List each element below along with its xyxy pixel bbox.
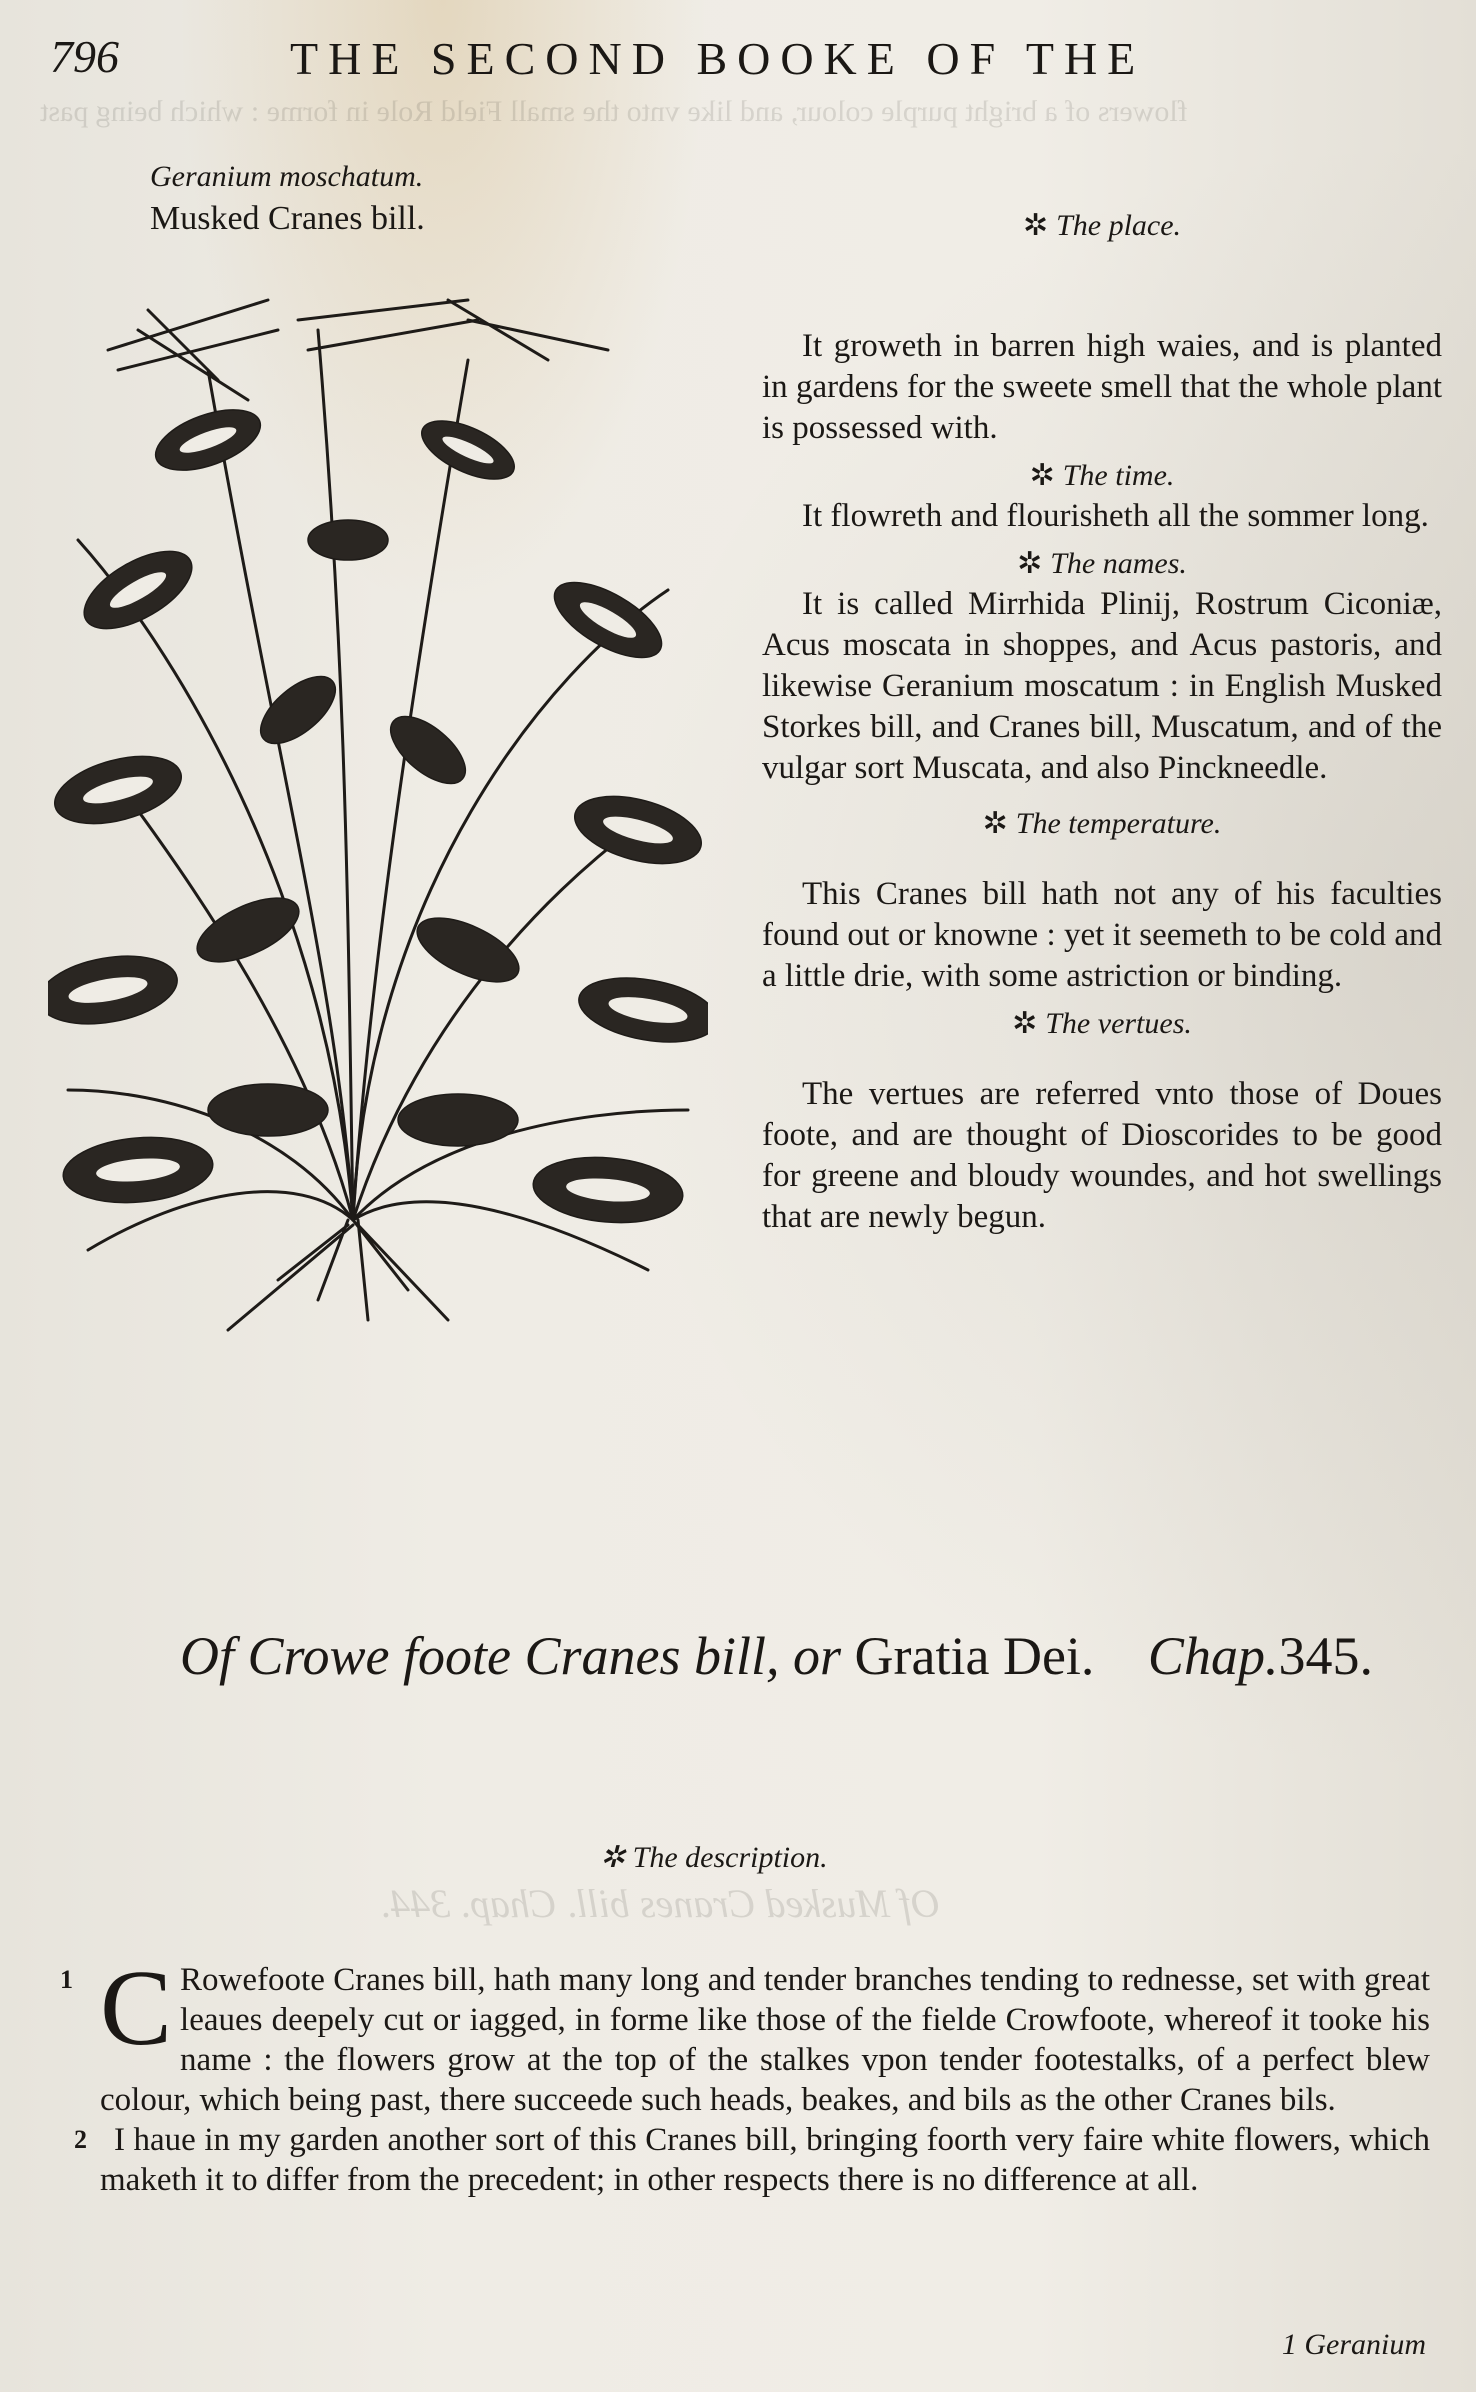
asterism-icon: ✲ xyxy=(1029,459,1055,492)
description-body xyxy=(60,1949,1430,2200)
figure-caption-english: Musked Cranes bill. xyxy=(150,200,425,237)
chapter-number: 345. xyxy=(1278,1626,1373,1686)
section-heading-names: ✲ The names. xyxy=(1017,547,1187,580)
section-text-names: It is called Mirrhida Plinij, Rostrum Ciconiæ, Acus moscata in shoppes, and Acus pastoris, and likewise Geranium moscatum : in English Musked Storkes bill, and Cranes bill, Muscatum, and of the vulgar sort Muscata, and also Pinckneedle. xyxy=(762,586,1442,786)
musked-cranes-bill-woodcut xyxy=(48,290,708,1370)
asterism-icon: ✲ xyxy=(600,1841,633,1874)
description-entry xyxy=(60,1949,1430,2120)
running-head: THE SECOND BOOKE OF THE xyxy=(290,33,1146,84)
section-heading-place: ✲ The place. xyxy=(1022,209,1182,242)
asterism-icon: ✲ xyxy=(1022,209,1049,242)
entry-text: I haue in my garden another sort of this Cranes bill, bringing foorth very faire white flowers, which maketh it to differ from the precedent; in other respects there is no difference at all. xyxy=(100,2122,1430,2198)
section-heading-time: ✲ The time. xyxy=(1029,459,1175,492)
description-entry xyxy=(60,2120,1430,2200)
section-text-temperature: This Cranes bill hath not any of his faculties found out or knowne : yet it seemeth to be cold and a little drie, with some astriction or binding. xyxy=(762,876,1442,994)
entry-text: Rowefoote Cranes bill, hath many long and tender branches tending to rednesse, set with great leaues deepely cut or iagged, in forme like those of the fielde Crowfoote, whereof it tooke his name : the flowers grow at the top of the stalkes vpon tender footestalks, of a perfect blew colour, which being past, there succeede such heads, beakes, and bils as the other Cranes bils. xyxy=(100,1962,1430,2118)
entry-number: 2 xyxy=(74,2125,87,2154)
asterism-icon: ✲ xyxy=(982,807,1008,840)
plant-woodcut-illustration xyxy=(48,290,708,1370)
section-text-vertues: The vertues are referred vnto those of Doues foote, and are thought of Dioscorides to be good for greene and bloudy woundes, and hot swellings that are newly begun. xyxy=(762,1076,1442,1235)
chapter-title-roman: Gratia Dei. xyxy=(854,1626,1095,1686)
chapter-label: Chap. xyxy=(1147,1626,1279,1686)
chapter-title xyxy=(180,1625,1373,1687)
asterism-icon: ✲ xyxy=(1012,1007,1038,1040)
description-heading: ✲ The description. xyxy=(600,1841,828,1874)
bleed-through-top: flowers of a bright purple colour, and like vnto the small Field Role in forme : which being past xyxy=(40,95,1188,128)
section-text-time: It flowreth and flourisheth all the sommer long. xyxy=(802,498,1429,534)
page-number: 796 xyxy=(50,31,119,82)
catchword: 1 Geranium xyxy=(1281,2328,1426,2361)
chapter-title-italic: Of Crowe foote Cranes bill, or xyxy=(180,1626,842,1686)
section-text-place: It groweth in barren high waies, and is planted in gardens for the sweete smell that the whole plant is possessed with. xyxy=(762,328,1442,446)
figure-caption-latin: Geranium moschatum. xyxy=(150,160,424,193)
right-column-text xyxy=(762,205,1442,1238)
bleed-through-chapter: Of Musked Cranes bill. Chap. 344. xyxy=(380,1881,940,1926)
entry-number: 1 xyxy=(60,1965,73,1994)
asterism-icon: ✲ xyxy=(1017,547,1043,580)
section-heading-temperature: ✲ The temperature. xyxy=(982,807,1222,840)
section-heading-vertues: ✲ The vertues. xyxy=(1012,1007,1192,1040)
drop-capital: C xyxy=(100,1949,173,2068)
